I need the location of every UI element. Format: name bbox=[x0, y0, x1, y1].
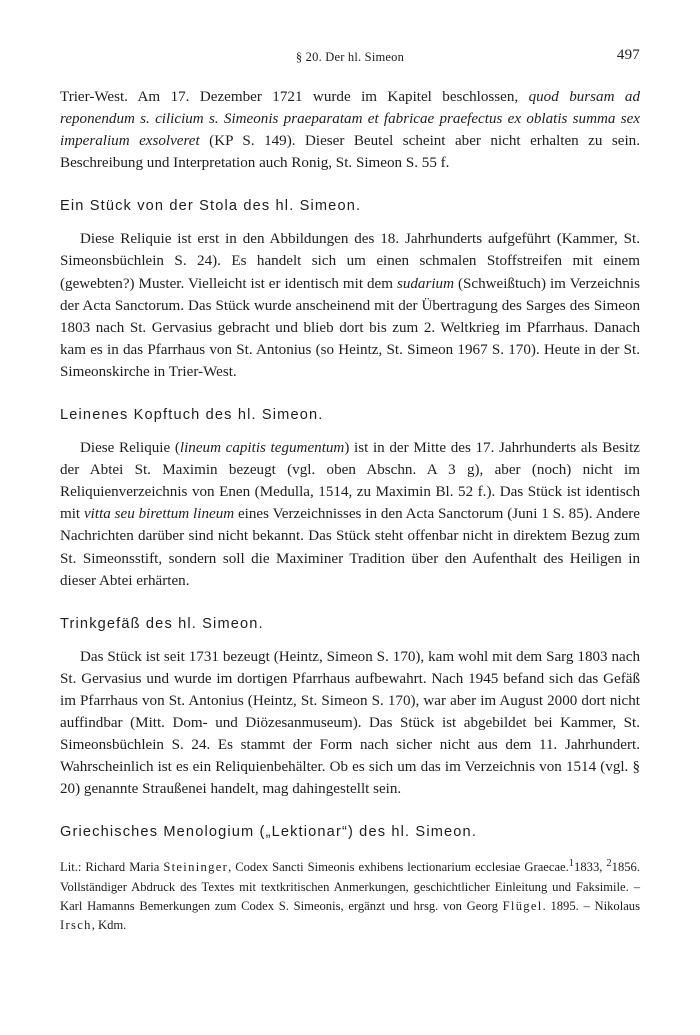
literature-note: Lit.: Richard Maria Steininger, Codex Sancti Simeonis exhibens lectionarium ecclesiae Graecae.$^1$1833, $^2$1856. Vollständiger Abdruck des Textes mit textkritischen Anmerkungen, geschichtlicher Einleitung und Faksimile. – Karl Hamanns Bemerkungen zum Codex S. Simeonis, ergänzt und hrsg. von Georg Flügel. 1895. – Nikolaus Irsch, Kdm. bbox=[60, 858, 640, 933]
heading-trinkgefaess: Trinkgefäß des hl. Simeon. bbox=[60, 615, 264, 632]
paragraph-trinkgefaess: Das Stück ist seit 1731 bezeugt (Heintz, Simeon S. 170), kam wohl mit dem Sarg 1803 nach St. Gervasius und wurde im dortigen Pfarrhaus aufbewahrt. Nach 1945 befand sich das Gefäß im Pfarrhaus von St. Antonius (Heintz, St. Simeon S. 170), war aber im August 2000 dort nicht auffindbar (Mitt. Dom- und Diözesanmuseum). Das Stück ist abgebildet bei Kammer, St. Simeonsbüchlein S. 24. Es stammt der Form nach sicher nicht aus dem 11. Jahrhundert. Wahrscheinlich ist es ein Reliquienbehälter. Ob es sich um das im Verzeichnis von 1514 (vgl. § 20) genannte Straußenei handelt, mag dahingestellt sein. bbox=[60, 648, 640, 798]
page-content bbox=[60, 86, 640, 935]
document-page bbox=[60, 47, 640, 935]
heading-menologium: Griechisches Menologium („Lektionar“) des hl. Simeon. bbox=[60, 824, 478, 841]
paragraph-kopftuch: Diese Reliquie (lineum capitis tegumentum) ist in der Mitte des 17. Jahrhunderts als Besitz der Abtei St. Maximin bezeugt (vgl. oben Abschn. A 3 g), aber (noch) nicht im Reliquienverzeichnis von Enen (Medulla, 1514, zu Maximin Bl. 52 f.). Das Stück ist identisch mit vitta seu birettum lineum eines Verzeichnisses in den Acta Sanctorum (Juni 1 S. 85). Andere Nachrichten darüber sind nicht bekannt. Das Stück steht offenbar nicht in direktem Bezug zum St. Simeonsstift, sondern soll die Maximiner Tradition über den Aufenthalt des Heiligen in dieser Abtei erhärten. bbox=[60, 440, 640, 589]
paragraph-bursa: Trier-West. Am 17. Dezember 1721 wurde im Kapitel beschlossen, quod bursam ad reponendum s. cilicium s. Simeonis praeparatam et fabricae praefectus ex oblatis summa sex imperalium exsolveret (KP S. 149). Dieser Beutel scheint aber nicht erhalten zu sein. Beschreibung und Interpretation auch Ronig, St. Simeon S. 55 f. bbox=[60, 89, 640, 172]
heading-kopftuch: Leinenes Kopftuch des hl. Simeon. bbox=[60, 407, 324, 424]
heading-stola: Ein Stück von der Stola des hl. Simeon. bbox=[60, 198, 362, 215]
author-name: Irsch bbox=[60, 918, 92, 933]
running-header bbox=[60, 47, 640, 72]
page-number: 497 bbox=[616, 47, 640, 63]
author-name: Flügel bbox=[502, 898, 543, 913]
author-name: Steininger bbox=[163, 860, 229, 875]
section-title: § 20. Der hl. Simeon bbox=[295, 50, 405, 64]
paragraph-stola: Diese Reliquie ist erst in den Abbildungen des 18. Jahrhunderts aufgeführt (Kammer, St. Simeonsbüchlein S. 24). Es handelt sich um einen schmalen Stoffstreifen mit einem (gewebten?) Muster. Vielleicht ist er identisch mit dem sudarium (Schweißtuch) im Verzeichnis der Acta Sanctorum. Das Stück wurde anscheinend mit der Übertragung des Sarges des Simeon 1803 nach St. Gervasius gebracht und blieb dort bis zum 2. Weltkrieg im Pfarrhaus. Danach kam es in das Pfarrhaus von St. Antonius (so Heintz, St. Simeon 1967 S. 170). Heute in der St. Simeonskirche in Trier-West. bbox=[60, 231, 640, 380]
